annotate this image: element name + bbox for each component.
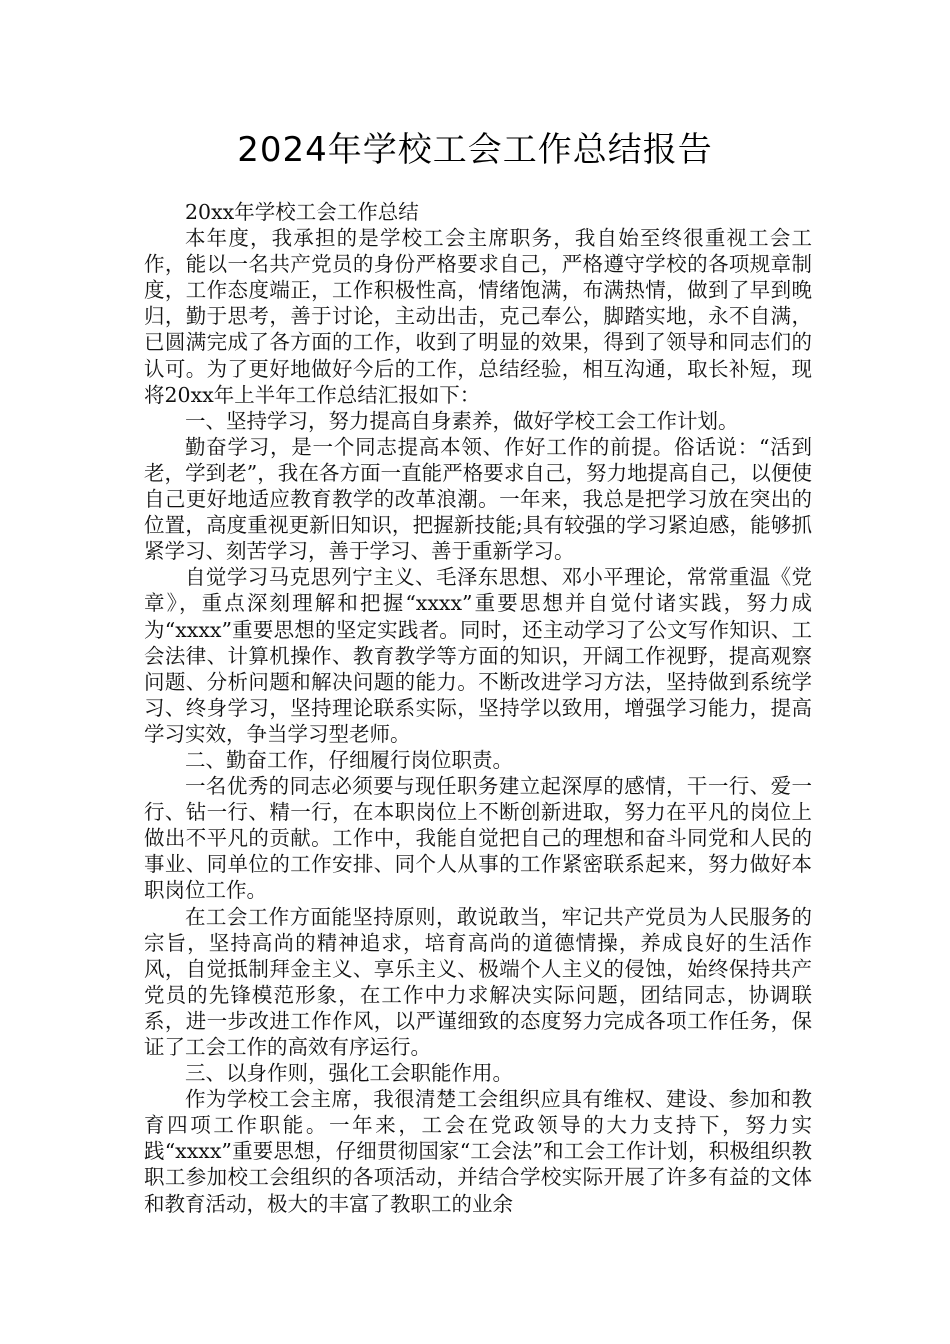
paragraph: 自觉学习马克思列宁主义、毛泽东思想、邓小平理论，常常重温《党章》，重点深刻理解和把握“xxxx”重要思想并自觉付诸实践，努力成为“xxxx”重要思想的坚定实践者。同时，还主动学习了公文写作知识、工会法律、计算机操作、教育教学等方面的知识，开阔工作视野，提高观察问题、分析问题和解决问题的能力。不断改进学习方法，坚持做到系统学习、终身学习，坚持理论联系实际，坚持学以致用，增强学习能力，提高学习实效，争当学习型老师。 <box>144 565 812 746</box>
paragraph-intro: 本年度，我承担的是学校工会主席职务，我自始至终很重视工会工作，能以一名共产党员的身份严格要求自己，严格遵守学校的各项规章制度，工作态度端正，工作积极性高，情绪饱满，布满热情，做到了早到晚归，勤于思考，善于讨论，主动出击，克己奉公，脚踏实地，永不自满，已圆满完成了各方面的工作，收到了明显的效果，得到了领导和同志们的认可。为了更好地做好今后的工作，总结经验，相互沟通，取长补短，现将20xx年上半年工作总结汇报如下： <box>144 226 812 407</box>
paragraph: 一名优秀的同志必须要与现任职务建立起深厚的感情，干一行、爱一行、钻一行、精一行，在本职岗位上不断创新进取，努力在平凡的岗位上做出不平凡的贡献。工作中，我能自觉把自己的理想和奋斗同党和人民的事业、同单位的工作安排、同个人从事的工作紧密联系起来，努力做好本职岗位工作。 <box>144 774 812 903</box>
paragraph: 勤奋学习，是一个同志提高本领、作好工作的前提。俗话说：“活到老，学到老”，我在各方面一直能严格要求自己，努力地提高自己，以便使自己更好地适应教育教学的改革浪潮。一年来，我总是把学习放在突出的位置，高度重视更新旧知识，把握新技能;具有较强的学习紧迫感，能够抓紧学习、刻苦学习，善于学习、善于重新学习。 <box>144 434 812 564</box>
document-title: 2024年学校工会工作总结报告 <box>237 130 713 170</box>
section-heading-2: 二、勤奋工作，仔细履行岗位职责。 <box>185 747 513 772</box>
document-body <box>144 199 812 1217</box>
paragraph: 作为学校工会主席，我很清楚工会组织应具有维权、建设、参加和教育四项工作职能。一年来，工会在党政领导的大力支持下，努力实践“xxxx”重要思想，仔细贯彻国家“工会法”和工会工作计划，积极组织教职工参加校工会组织的各项活动，并结合学校实际开展了许多有益的文体和教育活动，极大的丰富了教职工的业余 <box>144 1087 812 1216</box>
section-heading-1: 一、坚持学习，努力提高自身素养，做好学校工会工作计划。 <box>185 408 739 433</box>
paragraph: 在工会工作方面能坚持原则，敢说敢当，牢记共产党员为人民服务的宗旨，坚持高尚的精神追求，培育高尚的道德情操，养成良好的生活作风，自觉抵制拜金主义、享乐主义、极端个人主义的侵蚀，始终保持共产党员的先锋模范形象，在工作中力求解决实际问题，团结同志，协调联系，进一步改进工作作风，以严谨细致的态度努力完成各项工作任务，保证了工会工作的高效有序运行。 <box>144 904 812 1059</box>
section-heading-3: 三、以身作则，强化工会职能作用。 <box>185 1061 513 1086</box>
paragraph-subtitle: 20xx年学校工会工作总结 <box>185 200 419 224</box>
